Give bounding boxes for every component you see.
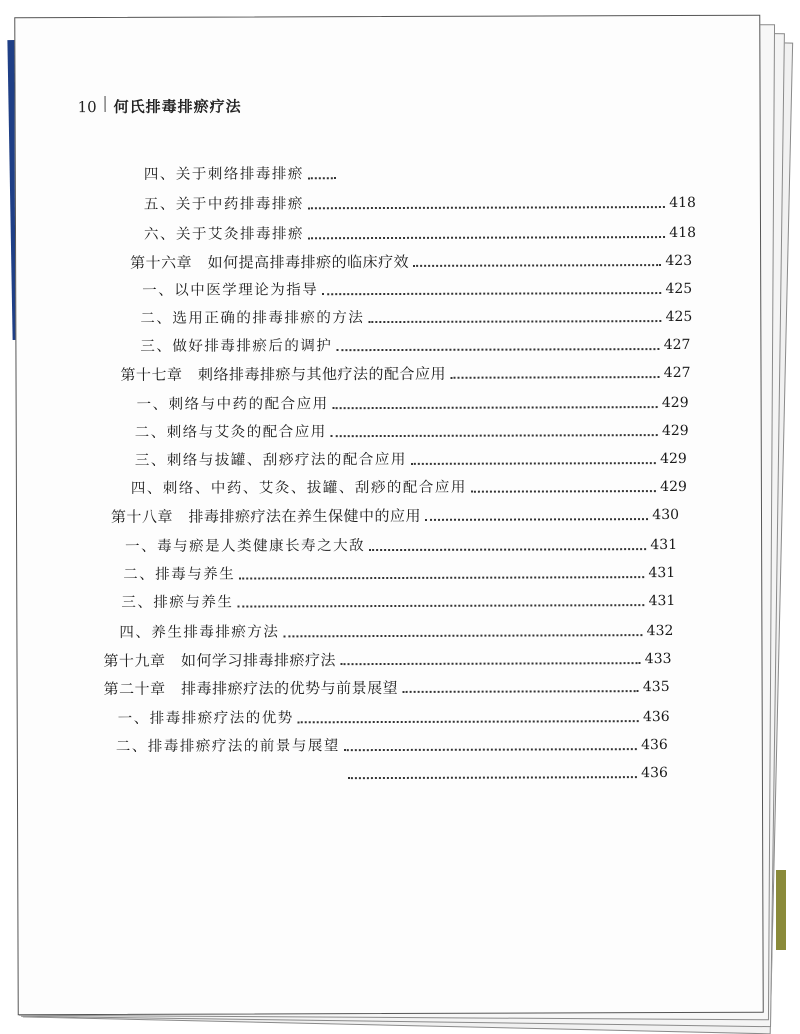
toc-entry-label: 第十八章 排毒排瘀疗法在养生保健中的应用: [110, 506, 422, 526]
toc-entry-label: 一、毒与瘀是人类健康长寿之大敌: [125, 538, 366, 555]
toc-entry-label: 第十九章 如何学习排毒排瘀疗法: [103, 651, 337, 670]
dot-leader: [425, 518, 648, 521]
toc-page: [14, 15, 763, 1016]
dot-leader: [369, 548, 646, 551]
toc-entry[interactable]: [119, 620, 673, 644]
toc-entry-label: 三、做好排毒排瘀后的调护: [140, 338, 333, 355]
toc-entry[interactable]: [131, 476, 687, 500]
toc-chapter[interactable]: [120, 362, 690, 386]
dot-leader: [450, 376, 660, 379]
dot-leader: [413, 264, 661, 267]
toc-entry-label: 第十七章 刺络排毒排瘀与其他疗法的配合应用: [120, 364, 447, 384]
dot-leader: [283, 634, 642, 637]
toc-chapter[interactable]: [104, 676, 670, 700]
toc-entry-label: 二、选用正确的排毒排瘀的方法: [140, 310, 365, 327]
toc-entry-page: 429: [661, 422, 689, 440]
dot-leader: [411, 462, 656, 465]
toc-entry-page: 418: [669, 224, 697, 242]
toc-entry[interactable]: [144, 192, 696, 216]
toc-entry[interactable]: [123, 562, 675, 586]
toc-entry-page: 429: [660, 450, 687, 468]
dot-leader: [331, 434, 658, 437]
toc-entry-page: 432: [646, 623, 674, 640]
toc-entry-label: 一、刺络与中药的配合应用: [136, 396, 329, 413]
header-page-number: 10: [77, 98, 97, 117]
toc-entry-page: 436: [642, 709, 670, 726]
toc-chapter[interactable]: [111, 504, 679, 528]
toc-entry-page: 433: [644, 651, 672, 668]
dot-leader: [344, 748, 637, 751]
toc-entry[interactable]: [140, 334, 690, 358]
dot-leader: [308, 177, 336, 179]
toc-entry[interactable]: [135, 420, 689, 444]
toc-entry-page: 427: [663, 364, 691, 382]
toc-entry-label: 一、排毒排瘀疗法的优势: [117, 710, 294, 727]
toc-entry-page: 435: [642, 679, 670, 696]
toc-chapter[interactable]: [130, 250, 692, 274]
dot-leader: [471, 490, 656, 493]
header-book-title: 何氏排毒排瘀疗法: [113, 97, 242, 116]
toc-entry-label: 第十六章 如何提高排毒排瘀的临床疗效: [130, 252, 410, 272]
header-divider: [105, 96, 106, 112]
dot-leader: [322, 292, 661, 295]
dot-leader: [348, 776, 637, 779]
running-header: [78, 96, 242, 118]
dot-leader: [402, 690, 639, 693]
dot-leader: [298, 720, 639, 723]
toc-entry-label: 六、关于艾灸排毒排瘀: [143, 226, 305, 243]
dot-leader: [308, 236, 665, 239]
toc-entry[interactable]: [142, 278, 692, 302]
toc-entry-label: 一、以中医学理论为指导: [142, 282, 319, 299]
toc-entry-page: 429: [661, 394, 689, 412]
toc-entry[interactable]: [118, 706, 670, 730]
toc-entry-page: 427: [663, 336, 691, 354]
toc-entry-page: 418: [669, 194, 696, 212]
dot-leader: [308, 206, 665, 209]
toc-entry-page: 423: [665, 252, 693, 270]
toc-entry[interactable]: [125, 534, 677, 558]
toc-entry-label: 四、关于刺络排毒排瘀: [143, 166, 304, 183]
toc-entry-page: 431: [648, 593, 676, 610]
dot-leader: [237, 604, 644, 607]
toc-entry-page: 431: [648, 565, 676, 582]
toc-entry-page: 425: [665, 308, 693, 326]
toc-entry[interactable]: [135, 448, 687, 472]
toc-entry-page: 436: [641, 737, 668, 754]
toc-entry-label: 三、排瘀与养生: [121, 594, 234, 611]
toc-entry-page: 429: [660, 478, 687, 496]
toc-entry[interactable]: [140, 306, 692, 330]
toc-entry-label: 五、关于中药排毒排瘀: [143, 196, 304, 213]
toc-entry-continuation[interactable]: [344, 762, 668, 785]
toc-entry-label: 三、刺络与拔罐、刮痧疗法的配合应用: [134, 451, 407, 469]
toc-entry[interactable]: [137, 392, 689, 416]
dot-leader: [340, 662, 641, 665]
toc-entry-label: 四、刺络、中药、艾灸、拔罐、刮痧的配合应用: [130, 479, 467, 497]
dot-leader: [336, 348, 659, 351]
toc-entry[interactable]: [144, 222, 696, 246]
toc-entry[interactable]: [144, 163, 340, 186]
toc-entry-page: 431: [650, 536, 678, 554]
dot-leader: [368, 320, 661, 323]
dot-leader: [239, 576, 644, 579]
toc-entry-page: 425: [665, 280, 693, 298]
book-spine-edge-lower: [776, 870, 786, 950]
toc-entry-label: 二、排毒与养生: [123, 566, 236, 583]
toc-entry-label: 四、养生排毒排瘀方法: [119, 624, 280, 641]
toc-chapter[interactable]: [103, 648, 671, 672]
toc-entry-page: 436: [641, 765, 668, 782]
dot-leader: [333, 406, 658, 409]
toc-entry-label: 第二十章 排毒排瘀疗法的优势与前景展望: [103, 678, 399, 698]
toc-entry-label: 二、刺络与艾灸的配合应用: [134, 424, 327, 441]
toc-entry[interactable]: [121, 590, 675, 614]
toc-entry-label: 二、排毒排瘀疗法的前景与展望: [115, 738, 340, 755]
toc-entry[interactable]: [116, 734, 668, 758]
toc-entry-page: 430: [652, 506, 680, 524]
